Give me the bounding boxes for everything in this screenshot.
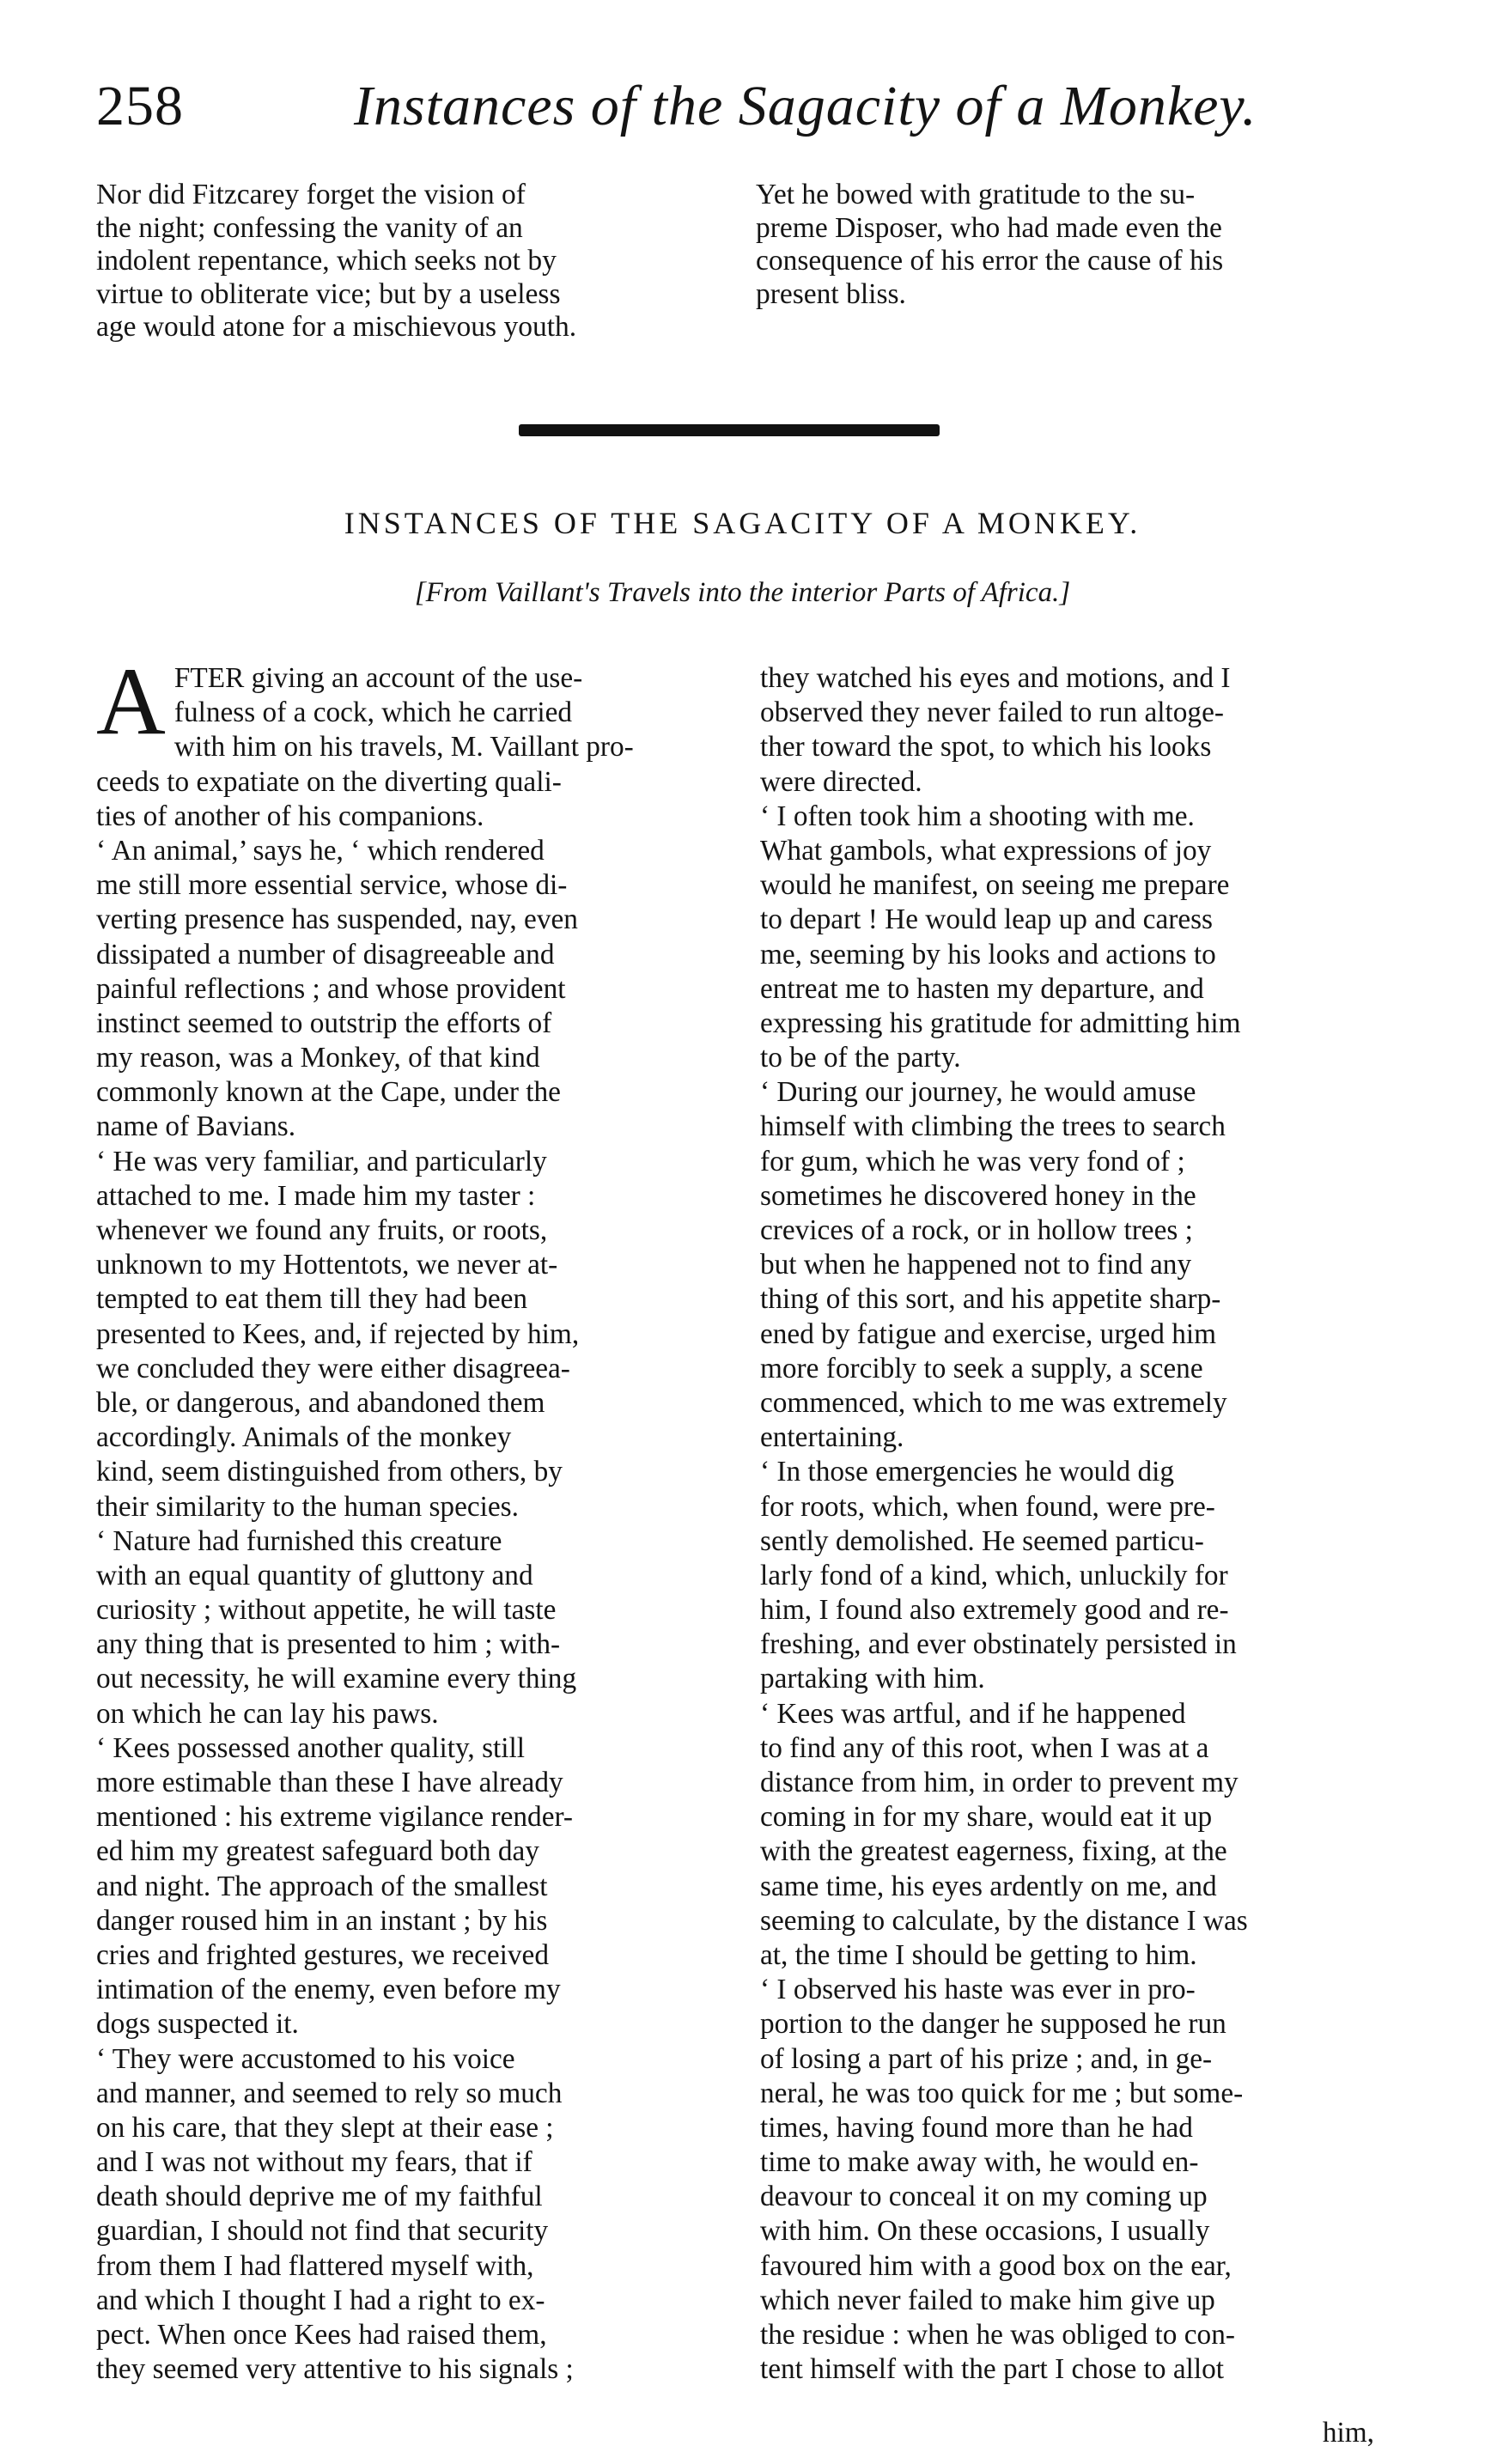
- text-line: on his care, that they slept at their ease ;: [96, 2111, 554, 2144]
- text-line: ‘ I often took him a shooting with me.: [760, 800, 1195, 832]
- text-line: but when he happened not to find any: [760, 1249, 1192, 1281]
- text-line: my reason, was a Monkey, of that kind: [96, 1042, 540, 1074]
- prev-line: present bliss.: [756, 277, 906, 310]
- previous-article-left: [96, 179, 715, 344]
- text-line: mentioned : his extreme vigilance render-: [96, 1801, 573, 1834]
- text-line: painful reflections ; and whose provident: [96, 972, 566, 1005]
- text-line: ‘ During our journey, he would amuse: [760, 1076, 1196, 1109]
- text-line: and manner, and seemed to rely so much: [96, 2077, 563, 2109]
- text-line: times, having found more than he had: [760, 2111, 1193, 2144]
- text-line: curiosity ; without appetite, he will taste: [96, 1594, 557, 1627]
- text-line: instinct seemed to outstrip the efforts of: [96, 1007, 552, 1039]
- article-source: [From Vaillant's Travels into the interior Parts of Africa.]: [414, 577, 1071, 608]
- text-line: neral, he was too quick for me ; but some-: [760, 2077, 1244, 2109]
- text-line: with the greatest eagerness, fixing, at the: [760, 1835, 1227, 1868]
- text-line: ther toward the spot, to which his looks: [760, 731, 1212, 764]
- text-line: ‘ Kees possessed another quality, still: [96, 1731, 526, 1764]
- text-line: time to make away with, he would en-: [760, 2146, 1199, 2179]
- text-line: cries and frighted gestures, we received: [96, 1938, 549, 1971]
- text-line: partaking with him.: [760, 1663, 985, 1695]
- text-line: to depart ! He would leap up and caress: [760, 903, 1214, 936]
- text-line: they seemed very attentive to his signals ;: [96, 2353, 574, 2386]
- text-line: tent himself with the part I chose to allot: [760, 2353, 1225, 2386]
- text-line: and I was not without my fears, that if: [96, 2146, 533, 2179]
- text-line: What gambols, what expressions of joy: [760, 834, 1212, 867]
- text-line: more estimable than these I have already: [96, 1767, 563, 1798]
- text-line: unknown to my Hottentots, we never at-: [96, 1249, 558, 1281]
- text-line: observed they never failed to run altoge-: [760, 697, 1224, 729]
- text-line: ‘ In those emergencies he would dig: [760, 1456, 1175, 1488]
- text-line: danger roused him in an instant ; by his: [96, 1904, 548, 1937]
- text-line: ed him my greatest safeguard both day: [96, 1835, 539, 1868]
- text-line: entertaining.: [760, 1421, 904, 1454]
- text-line: on which he can lay his paws.: [96, 1697, 439, 1730]
- text-line: at, the time I should be getting to him.: [760, 1938, 1197, 1971]
- text-line: thing of this sort, and his appetite sharp-: [760, 1283, 1221, 1316]
- text-line: FTER giving an account of the use-: [173, 662, 583, 694]
- text-line: whenever we found any fruits, or roots,: [96, 1214, 548, 1246]
- text-line: for gum, which he was very fond of ;: [760, 1145, 1185, 1177]
- text-line: and which I thought I had a right to ex-: [96, 2284, 545, 2316]
- article-left-column: [96, 648, 710, 2387]
- text-line: guardian, I should not find that security: [96, 2215, 549, 2248]
- text-line: him, I found also extremely good and re-: [760, 1594, 1229, 1627]
- drop-cap: A: [96, 648, 166, 755]
- text-line: to find any of this root, when I was at a: [760, 1731, 1209, 1764]
- text-line: and night. The approach of the smallest: [96, 1870, 548, 1902]
- text-line: me, seeming by his looks and actions to: [760, 938, 1216, 970]
- text-line: sometimes he discovered honey in the: [760, 1179, 1196, 1212]
- text-line: with him. On these occasions, I usually: [760, 2215, 1210, 2248]
- text-line: with an equal quantity of gluttony and: [96, 1559, 533, 1591]
- text-line: name of Bavians.: [96, 1110, 296, 1143]
- text-line: seeming to calculate, by the distance I was: [760, 1904, 1248, 1937]
- text-line: favoured him with a good box on the ear,: [760, 2249, 1232, 2282]
- text-line: would he manifest, on seeing me prepare: [760, 869, 1230, 902]
- text-line: pect. When once Kees had raised them,: [96, 2319, 547, 2351]
- text-line: ‘ Kees was artful, and if he happened: [760, 1697, 1186, 1730]
- text-line: ties of another of his companions.: [96, 800, 484, 832]
- text-line: freshing, and ever obstinately persisted in: [760, 1628, 1237, 1661]
- text-line: death should deprive me of my faithful: [96, 2181, 543, 2213]
- text-line: deavour to conceal it on my coming up: [760, 2181, 1208, 2213]
- text-line: ble, or dangerous, and abandoned them: [96, 1386, 545, 1419]
- article-title: INSTANCES OF THE SAGACITY OF A MONKEY.: [344, 506, 1141, 540]
- text-line: ‘ He was very familiar, and particularly: [96, 1145, 547, 1177]
- prev-line: indolent repentance, which seeks not by: [96, 245, 557, 277]
- text-line: larly fond of a kind, which, unluckily for: [760, 1559, 1228, 1591]
- prev-line: age would atone for a mischievous youth.: [96, 311, 577, 343]
- text-line: ceeds to expatiate on the diverting quali-: [96, 765, 562, 798]
- text-line: from them I had flattered myself with,: [96, 2249, 534, 2282]
- text-line: which never failed to make him give up: [760, 2284, 1215, 2316]
- text-line: intimation of the enemy, even before my: [96, 1974, 561, 2006]
- text-line: entreat me to hasten my departure, and: [760, 972, 1204, 1005]
- text-line: commonly known at the Cape, under the: [96, 1076, 561, 1109]
- text-line: out necessity, he will examine every thing: [96, 1663, 577, 1695]
- text-line: the residue : when he was obliged to con-: [760, 2319, 1235, 2351]
- text-line: fulness of a cock, which he carried: [173, 697, 573, 729]
- prev-line: the night; confessing the vanity of an: [96, 211, 523, 244]
- running-head: Instances of the Sagacity of a Monkey.: [354, 75, 1257, 137]
- prev-line: Nor did Fitzcarey forget the vision of: [96, 179, 526, 210]
- text-line: dogs suspected it.: [96, 2008, 299, 2041]
- text-line: to be of the party.: [760, 1042, 961, 1074]
- text-line: of losing a part of his prize ; and, in ge-: [760, 2042, 1213, 2075]
- prev-line: Yet he bowed with gratitude to the su-: [756, 179, 1196, 210]
- text-line: more forcibly to seek a supply, a scene: [760, 1352, 1203, 1384]
- prev-line: consequence of his error the cause of his: [756, 245, 1224, 277]
- text-line: with him on his travels, M. Vaillant pro-: [173, 731, 634, 764]
- text-line: portion to the danger he supposed he run: [760, 2008, 1226, 2041]
- article-right-column: [760, 661, 1374, 2387]
- text-line: ‘ Nature had furnished this creature: [96, 1524, 502, 1557]
- text-line: himself with climbing the trees to search: [760, 1110, 1226, 1143]
- text-line: ened by fatigue and exercise, urged him: [760, 1317, 1217, 1350]
- text-line: accordingly. Animals of the monkey: [96, 1421, 512, 1454]
- text-line: their similarity to the human species.: [96, 1490, 519, 1523]
- page-number: 258: [96, 75, 184, 137]
- text-line: verting presence has suspended, nay, even: [96, 903, 578, 936]
- text-line: any thing that is presented to him ; with-: [96, 1628, 561, 1661]
- text-line: dissipated a number of disagreeable and: [96, 938, 555, 970]
- page-header: [96, 74, 1402, 151]
- prev-line: preme Disposer, who had made even the: [756, 211, 1222, 244]
- text-line: ‘ They were accustomed to his voice: [96, 2042, 515, 2075]
- text-line: sently demolished. He seemed particu-: [760, 1524, 1204, 1557]
- text-line: ‘ An animal,’ says he, ‘ which rendered: [96, 834, 545, 867]
- text-line: distance from him, in order to prevent my: [760, 1767, 1239, 1798]
- text-line: crevices of a rock, or in hollow trees ;: [760, 1214, 1193, 1246]
- text-line: we concluded they were either disagreea-: [96, 1352, 570, 1384]
- text-line: same time, his eyes ardently on me, and: [760, 1870, 1217, 1902]
- previous-article-right: [756, 179, 1374, 311]
- catchword-row: [760, 2416, 1374, 2450]
- text-line: they watched his eyes and motions, and I: [760, 662, 1231, 694]
- text-line: for roots, which, when found, were pre-: [760, 1490, 1215, 1523]
- text-line: attached to me. I made him my taster :: [96, 1179, 536, 1212]
- text-line: ‘ I observed his haste was ever in pro-: [760, 1974, 1196, 2006]
- text-line: kind, seem distinguished from others, by: [96, 1456, 563, 1488]
- text-line: tempted to eat them till they had been: [96, 1283, 528, 1316]
- text-line: me still more essential service, whose di-: [96, 869, 568, 902]
- text-line: expressing his gratitude for admitting him: [760, 1007, 1241, 1039]
- text-line: commenced, which to me was extremely: [760, 1386, 1227, 1419]
- section-divider-rule: [519, 424, 940, 436]
- text-line: were directed.: [760, 765, 922, 798]
- prev-line: virtue to obliterate vice; but by a useless: [96, 277, 561, 310]
- catchword: him,: [1322, 2417, 1374, 2449]
- text-line: presented to Kees, and, if rejected by him,: [96, 1317, 580, 1350]
- text-line: coming in for my share, would eat it up: [760, 1801, 1213, 1834]
